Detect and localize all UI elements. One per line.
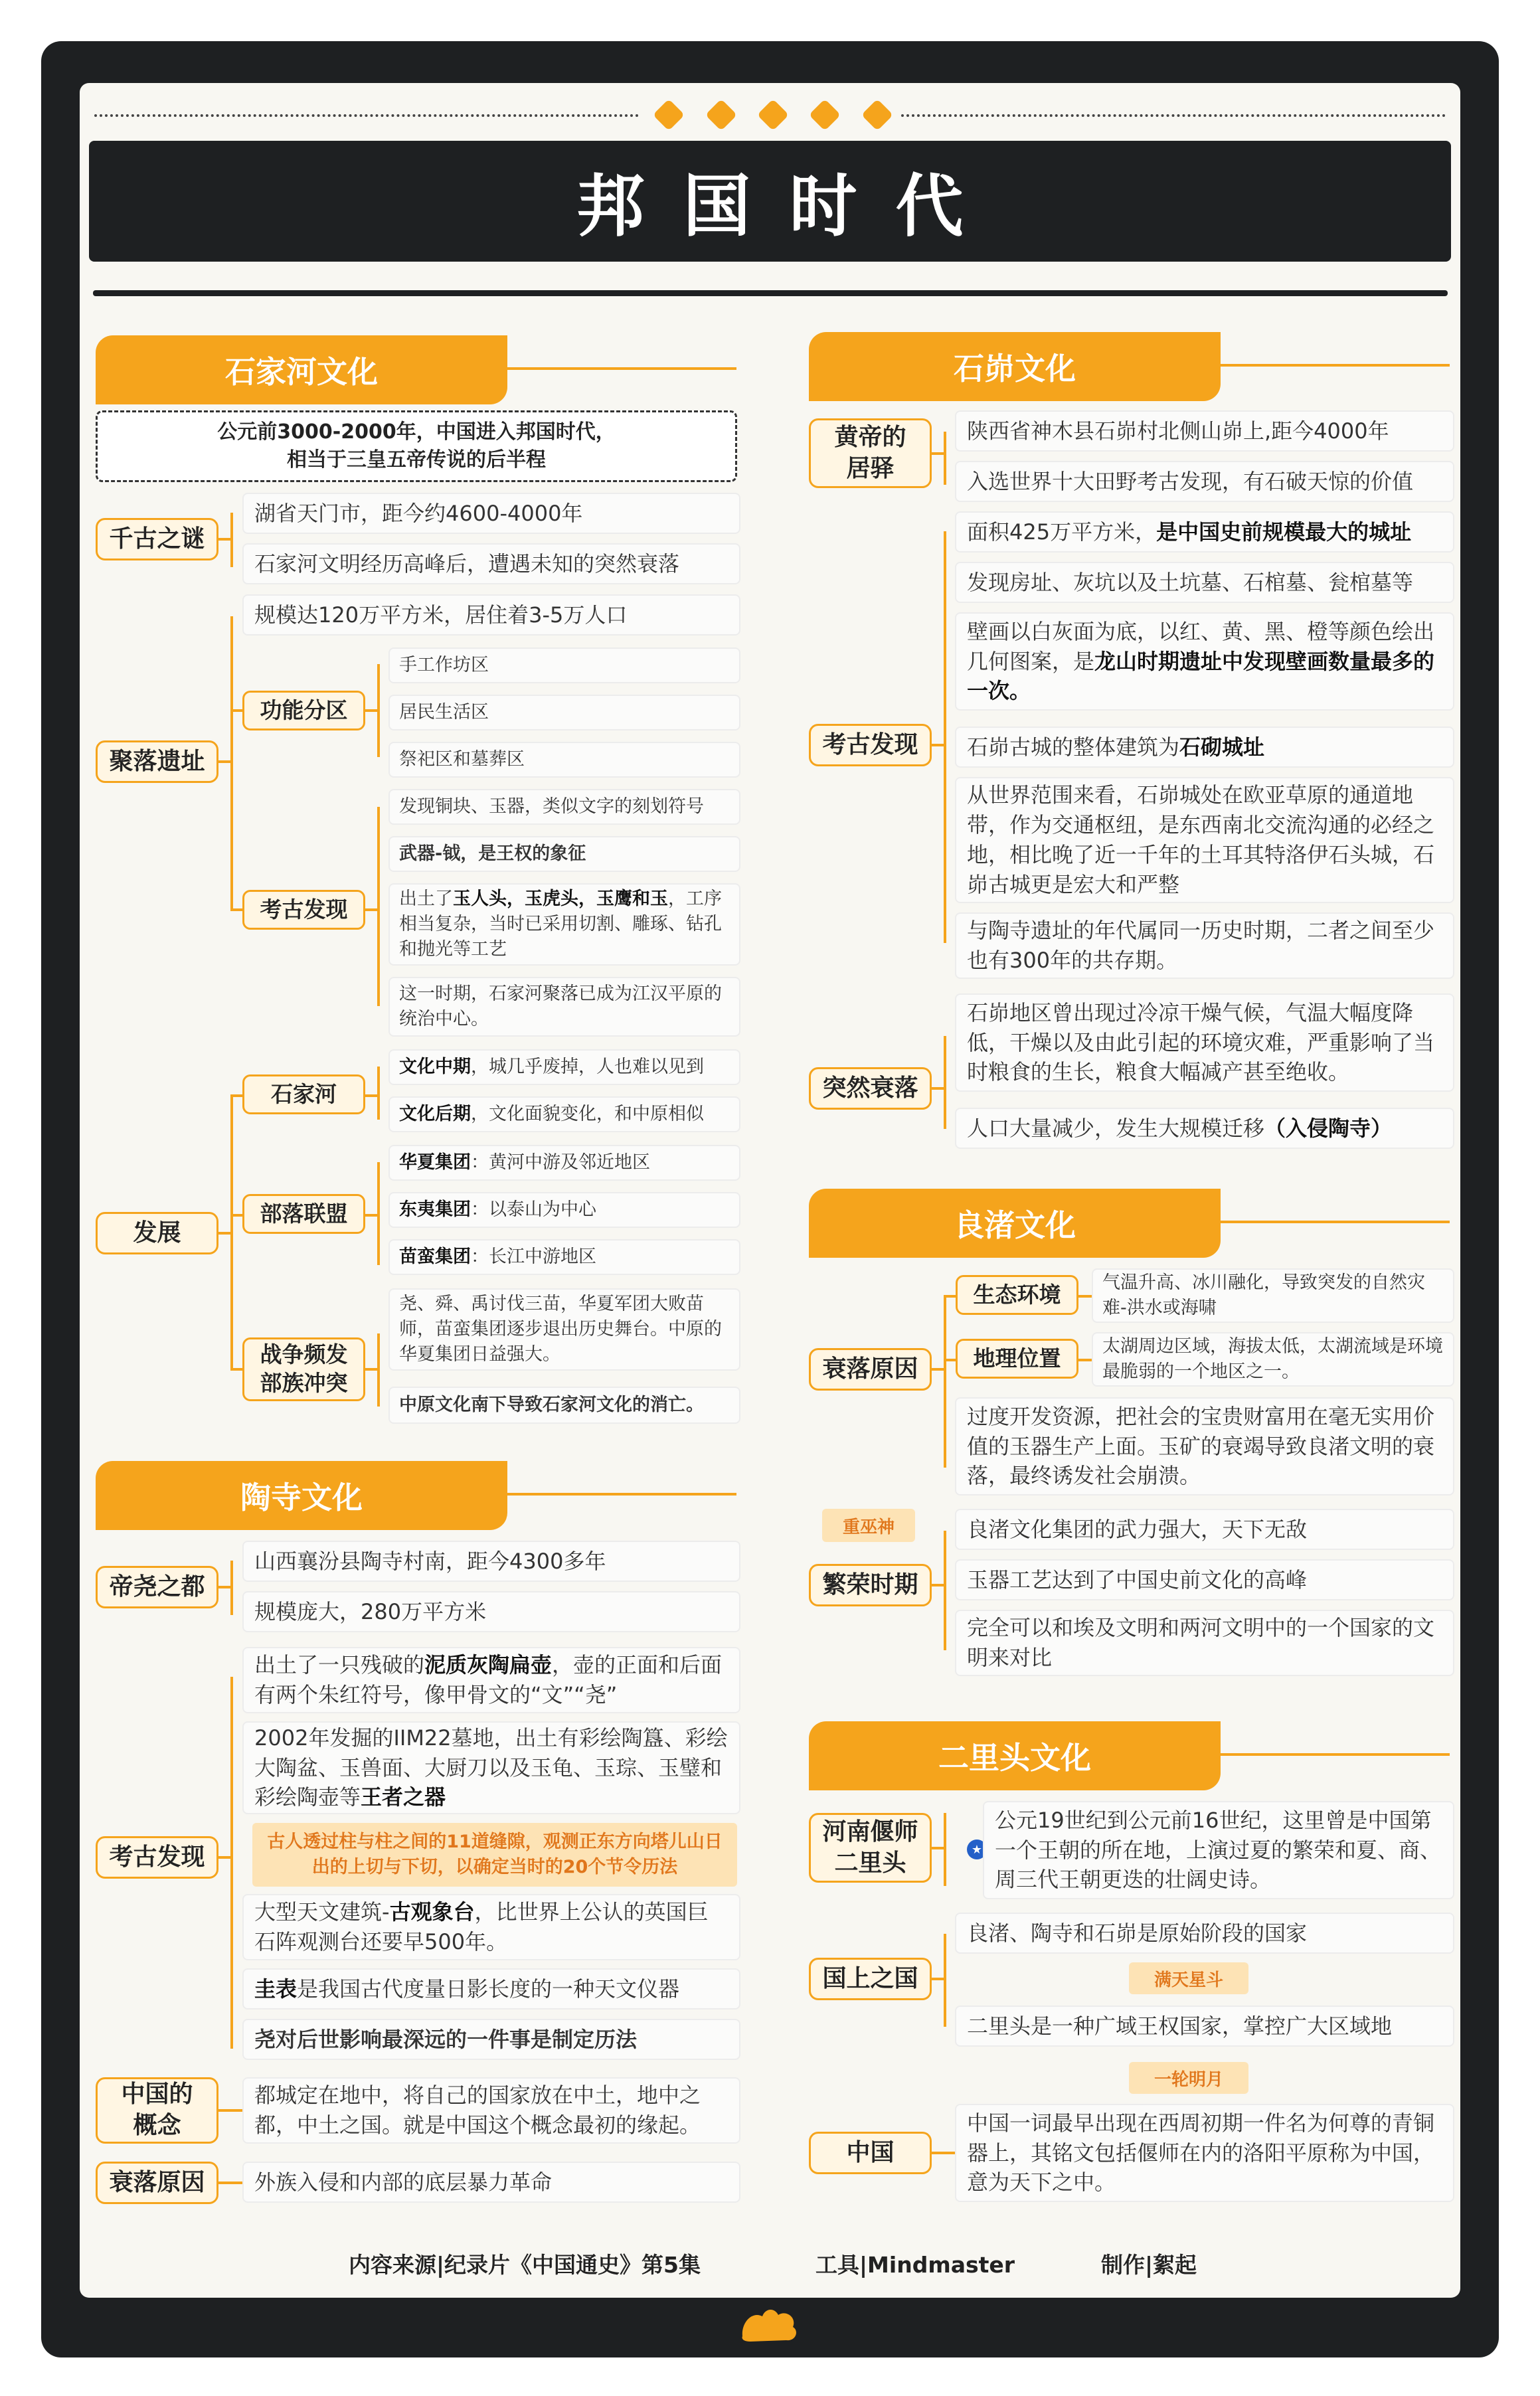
leaf-residence-2: 入选世界十大田野考古发现，有石破天惊的价值 [955, 461, 1454, 502]
topic-prosperity: 繁荣时期 [809, 1564, 932, 1606]
connector [1078, 1359, 1092, 1361]
footer-tool: 工具|Mindmaster [815, 2252, 1015, 2278]
topic-shimao-decline: 突然衰落 [809, 1067, 932, 1110]
leaf-zone-3: 祭祀区和墓葬区 [388, 742, 740, 778]
connector [377, 807, 380, 1006]
leaf-prosperity-3: 完全可以和埃及文明和两河文明中的一个国家的文明来对比 [955, 1610, 1454, 1676]
connector [230, 908, 242, 911]
leaf-taosi-find-2: 2002年发掘的IIM22墓地，出土有彩绘陶簋、彩绘大陶盆、玉兽面、大厨刀以及玉龟、玉琮、玉璧和彩绘陶壶等王者之器 [242, 1721, 740, 1814]
connector [944, 432, 946, 485]
sub-war: 战争频发 部族冲突 [242, 1337, 365, 1401]
tag-shamanism: 重巫神 [822, 1509, 915, 1542]
page-title: 邦国时代 [576, 167, 1002, 246]
connector [932, 452, 945, 455]
connector [218, 760, 232, 763]
connector [377, 664, 380, 757]
section-header-shijiahe: 石家河文化 [96, 335, 507, 404]
highlight-calendar-note: 古人透过柱与柱之间的11道缝隙，观测正东方向塔儿山日出的上切与下切，以确定当时的20个节令历法 [252, 1823, 737, 1887]
sub-geo: 地理位置 [956, 1339, 1078, 1379]
connector [932, 1978, 945, 1980]
topic-china: 中国 [809, 2132, 932, 2174]
sub-finds: 考古发现 [242, 890, 365, 930]
connector [230, 1094, 233, 1370]
connector [218, 1856, 232, 1859]
leaf-prosperity-2: 玉器工艺达到了中国史前文化的高峰 [955, 1559, 1454, 1600]
leaf-war-1: 尧、舜、禹讨伐三苗，华夏军团大败苗师，苗蛮集团逐步退出历史舞台。中原的华夏集团日益强大。 [388, 1288, 740, 1371]
topic-mystery: 千古之谜 [96, 518, 218, 560]
connector [944, 1359, 956, 1361]
leaf-shimao-find-6: 与陶寺遗址的年代属同一历史时期，二者之间至少也有300年的共存期。 [955, 912, 1454, 979]
leaf-settlement-scale: 规模达120万平方米，居住着3-5万人口 [242, 594, 740, 636]
tag-moon: 一轮明月 [1129, 2062, 1248, 2094]
section-line [507, 367, 736, 370]
leaf-find-4: 这一时期，石家河聚落已成为江汉平原的统治中心。 [388, 977, 740, 1037]
connector [932, 1584, 945, 1586]
leaf-taosi-find-4: 圭表是我国古代度量日影长度的一种天文仪器 [242, 1968, 740, 2010]
connector [932, 1087, 945, 1090]
connector [944, 1036, 946, 1129]
topic-settlement: 聚落遗址 [96, 740, 218, 783]
sub-alliance: 部落联盟 [242, 1194, 365, 1234]
leaf-huaxia: 华夏集团：黄河中游及邻近地区 [388, 1145, 740, 1181]
leaf-mid-stage: 文化中期，城几乎废掉，人也难以见到 [388, 1049, 740, 1085]
topic-capital: 帝尧之都 [96, 1566, 218, 1608]
topic-taosi-decline: 衰落原因 [96, 2162, 218, 2204]
leaf-miaoman: 苗蛮集团：长江中游地区 [388, 1239, 740, 1275]
footer-source: 内容来源|纪录片《中国通史》第5集 [349, 2252, 701, 2278]
leaf-taosi-find-3: 大型天文建筑-古观象台，比世界上公认的英国巨石阵观测台还要早500年。 [242, 1894, 740, 1960]
connector [944, 1531, 946, 1650]
connector [932, 1368, 945, 1371]
section-header-liangzhu: 良渚文化 [809, 1189, 1221, 1258]
connector [230, 1094, 242, 1097]
leaf-taosi-decline: 外族入侵和内部的底层暴力革命 [242, 2162, 740, 2203]
leaf-zone-2: 居民生活区 [388, 695, 740, 730]
connector [377, 1162, 380, 1265]
star-icon: ★ [967, 1840, 987, 1859]
topic-taosi-finds: 考古发现 [96, 1836, 218, 1879]
leaf-prosperity-1: 良渚文化集团的武力强大，天下无敌 [955, 1509, 1454, 1550]
leaf-residence-1: 陕西省神木县石峁村北侧山峁上,距今4000年 [955, 410, 1454, 452]
leaf-taosi-find-1: 出土了一只残破的泥质灰陶扁壶，壶的正面和后面有两个朱红符号，像甲骨文的“文”“尧” [242, 1647, 740, 1713]
leaf-shimao-find-3: 壁画以白灰面为底，以红、黄、黑、橙等颜色绘出几何图案，是龙山时期遗址中发现壁画数量最多的一次。 [955, 612, 1454, 711]
connector [365, 1094, 379, 1097]
connector [230, 1561, 233, 1615]
connector [365, 1368, 379, 1371]
connector [230, 1368, 242, 1371]
intro-note: 公元前3000-2000年，中国进入邦国时代， 相当于三皇五帝传说的后半程 [96, 410, 737, 482]
leaf-eco: 气温升高、冰川融化，导致突发的自然灾难-洪水或海啸 [1092, 1268, 1454, 1323]
leaf-china: 中国一词最早出现在西周初期一件名为何尊的青铜器上，其铭文包括偃师在内的洛阳平原称为中国，意为天下之中。 [955, 2104, 1454, 2202]
top-dotted-line-right [901, 114, 1446, 117]
connector [365, 709, 379, 712]
sub-eco: 生态环境 [956, 1275, 1078, 1315]
leaf-geo: 太湖周边区域，海拔太低，太湖流域是环境最脆弱的一个地区之一。 [1092, 1332, 1454, 1387]
leaf-zone-1: 手工作坊区 [388, 647, 740, 683]
leaf-shimao-find-1: 面积425万平方米，是中国史前规模最大的城址 [955, 511, 1454, 553]
connector [218, 1586, 232, 1588]
section-line [507, 1493, 736, 1496]
leaf-shimao-decline-2: 人口大量减少，发生大规模迁移（入侵陶寺） [955, 1108, 1454, 1149]
leaf-shimao-find-2: 发现房址、灰坑以及土坑墓、石棺墓、瓮棺墓等 [955, 562, 1454, 603]
footer-line-right [821, 2331, 1445, 2334]
leaf-mystery-1: 湖省天门市，距今约4600-4000年 [242, 493, 740, 534]
title-underline [93, 290, 1448, 296]
leaf-dongyi: 东夷集团：以泰山为中心 [388, 1192, 740, 1228]
section-header-shimao: 石峁文化 [809, 332, 1221, 401]
leaf-shimao-find-5: 从世界范围来看，石峁城处在欧亚草原的通道地带，作为交通枢纽，是东西南北交流沟通的必经之地，相比晚了近一千年的土耳其特洛伊石头城，石峁古城更是宏大和严整 [955, 777, 1454, 903]
leaf-shimao-find-4: 石峁古城的整体建筑为石砌城址 [955, 727, 1454, 768]
leaf-capital-1: 山西襄汾县陶寺村南，距今4300多年 [242, 1541, 740, 1582]
footer-line-left [94, 2331, 719, 2334]
page-title-bar [89, 141, 1451, 262]
leaf-shimao-decline-1: 石峁地区曾出现过冷凉干燥气候，气温大幅度降低，干燥以及由此引起的环境灾难，严重影响了当时粮食的生长，粮食大幅减产甚至绝收。 [955, 993, 1454, 1092]
leaf-find-2: 武器-钺，是王权的象征 [388, 836, 740, 872]
leaf-find-1: 发现铜块、玉器，类似文字的刻划符号 [388, 789, 740, 825]
section-header-erlitou: 二里头文化 [809, 1721, 1221, 1790]
topic-concept: 中国的 概念 [96, 2077, 218, 2144]
section-line [1221, 1753, 1450, 1756]
leaf-ornament-icon [736, 2304, 802, 2344]
leaf-kingdom-2: 二里头是一种广域王权国家，掌控广大区域地 [955, 2006, 1454, 2047]
connector [932, 744, 945, 746]
topic-place: 河南偃师 二里头 [809, 1813, 932, 1883]
topic-kingdom: 国上之国 [809, 1958, 932, 2000]
topic-development: 发展 [96, 1212, 218, 1254]
leaf-capital-2: 规模庞大，280万平方米 [242, 1591, 740, 1632]
connector [218, 2182, 242, 2184]
section-header-taosi: 陶寺文化 [96, 1461, 507, 1530]
topic-liangzhu-decline: 衰落原因 [809, 1348, 932, 1391]
leaf-taosi-find-5: 尧对后世影响最深远的一件事是制定历法 [242, 2019, 740, 2060]
connector [230, 1214, 242, 1217]
sub-shijiahe-stage: 石家河 [242, 1074, 365, 1114]
connector [932, 2152, 955, 2154]
tag-stars: 满天星斗 [1129, 1962, 1248, 1994]
connector [230, 513, 233, 567]
connector [944, 1813, 946, 1886]
leaf-liangzhu-decline: 过度开发资源，把社会的宝贵财富用在毫无实用价值的玉器生产上面。玉矿的衰竭导致良渚文明的衰落，最终诱发社会崩溃。 [955, 1397, 1454, 1496]
leaf-kingdom-1: 良渚、陶寺和石峁是原始阶段的国家 [955, 1913, 1454, 1954]
connector [230, 616, 233, 910]
connector [932, 1847, 945, 1849]
sub-zones: 功能分区 [242, 691, 365, 730]
connector [365, 908, 379, 911]
connector [218, 2109, 242, 2112]
section-line [1221, 364, 1450, 367]
connector [218, 538, 232, 541]
connector [944, 1295, 956, 1298]
connector [1078, 1295, 1092, 1298]
connector [230, 1677, 233, 2049]
section-line [1221, 1221, 1450, 1223]
leaf-find-3: 出土了玉人头，玉虎头，玉鹰和玉，工序相当复杂，当时已采用切割、雕琢、钻孔和抛光等工艺 [388, 883, 740, 966]
connector [944, 1934, 946, 2027]
connector [377, 1067, 380, 1120]
connector [944, 1295, 946, 1468]
connector [365, 1214, 379, 1217]
footer-maker: 制作|絮起 [1101, 2252, 1197, 2278]
top-dotted-line-left [94, 114, 639, 117]
topic-shimao-finds: 考古发现 [809, 724, 932, 766]
leaf-war-2: 中原文化南下导致石家河文化的消亡。 [388, 1387, 740, 1424]
leaf-late-stage: 文化后期，文化面貌变化，和中原相似 [388, 1096, 740, 1132]
leaf-mystery-2: 石家河文明经历高峰后，遭遇未知的突然衰落 [242, 543, 740, 584]
connector [377, 1333, 380, 1407]
leaf-concept: 都城定在地中，将自己的国家放在中土，地中之都，中土之国。就是中国这个概念最初的缘起。 [242, 2077, 740, 2144]
connector [944, 531, 946, 943]
topic-residence: 黄帝的 居驿 [809, 418, 932, 488]
connector [230, 709, 242, 712]
leaf-place: 公元19世纪到公元前16世纪，这里曾是中国第一个王朝的所在地，上演过夏的繁荣和夏、商、周三代王朝更迭的壮阔史诗。 [983, 1801, 1454, 1899]
connector [218, 1232, 232, 1235]
